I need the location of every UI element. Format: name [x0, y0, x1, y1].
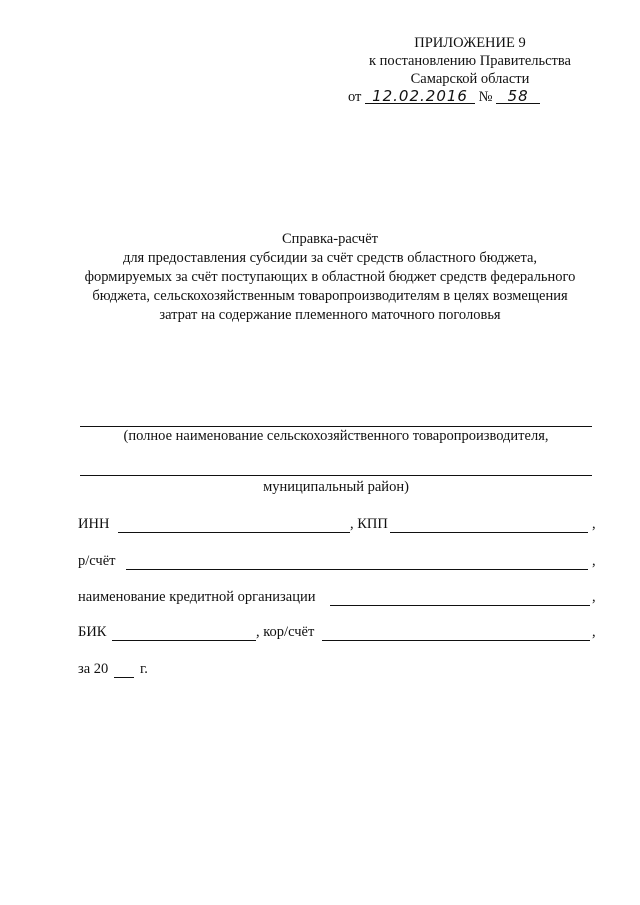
handwritten-number: 58	[496, 89, 540, 104]
kpp-label: , КПП	[350, 516, 388, 532]
title-line-4: бюджета, сельскохозяйственным товаропроизводителям в целях возмещения	[92, 288, 568, 304]
inn-label: ИНН	[78, 516, 110, 532]
district-caption: муниципальный район)	[263, 479, 409, 495]
inn-field[interactable]	[118, 532, 350, 533]
corr-field[interactable]	[322, 640, 590, 641]
bank-label: наименование кредитной организации	[78, 589, 316, 605]
corr-comma: ,	[592, 624, 596, 640]
bank-comma: ,	[592, 589, 596, 605]
bik-corr-row	[78, 624, 598, 644]
document-title	[60, 230, 600, 325]
title-line-5: затрат на содержание племенного маточного поголовья	[159, 307, 501, 323]
bank-row	[78, 589, 598, 609]
producer-name-caption: (полное наименование сельскохозяйственного товаропроизводителя,	[123, 428, 549, 444]
year-suffix: г.	[140, 661, 148, 677]
title-line-3: формируемых за счёт поступающих в областной бюджет средств федерального	[84, 269, 576, 285]
bik-field[interactable]	[112, 640, 256, 641]
appendix-region: Самарской области	[410, 71, 530, 87]
title-line-2: для предоставления субсидии за счёт средств областного бюджета,	[122, 250, 538, 266]
year-prefix: за 20	[78, 661, 109, 677]
inn-kpp-row	[78, 516, 598, 536]
decree-date-line	[348, 88, 620, 106]
bik-label: БИК	[78, 624, 107, 640]
title-heading: Справка-расчёт	[282, 231, 378, 247]
kpp-field[interactable]	[390, 532, 588, 533]
account-row	[78, 553, 598, 573]
account-comma: ,	[592, 553, 596, 569]
corr-label: , кор/счёт	[256, 624, 315, 640]
kpp-comma: ,	[592, 516, 596, 532]
appendix-header	[320, 34, 620, 106]
bank-field[interactable]	[330, 605, 590, 606]
producer-name-line[interactable]	[80, 426, 592, 427]
year-field[interactable]	[114, 677, 134, 678]
number-prefix: №	[478, 89, 493, 105]
date-prefix: от	[348, 89, 362, 105]
account-field[interactable]	[126, 569, 588, 570]
handwritten-date: 12.02.2016	[365, 89, 475, 104]
account-label: р/счёт	[78, 553, 116, 569]
district-line[interactable]	[80, 475, 592, 476]
appendix-number: ПРИЛОЖЕНИЕ 9	[414, 35, 526, 51]
year-row	[78, 661, 598, 681]
appendix-decree: к постановлению Правительства	[369, 53, 571, 69]
